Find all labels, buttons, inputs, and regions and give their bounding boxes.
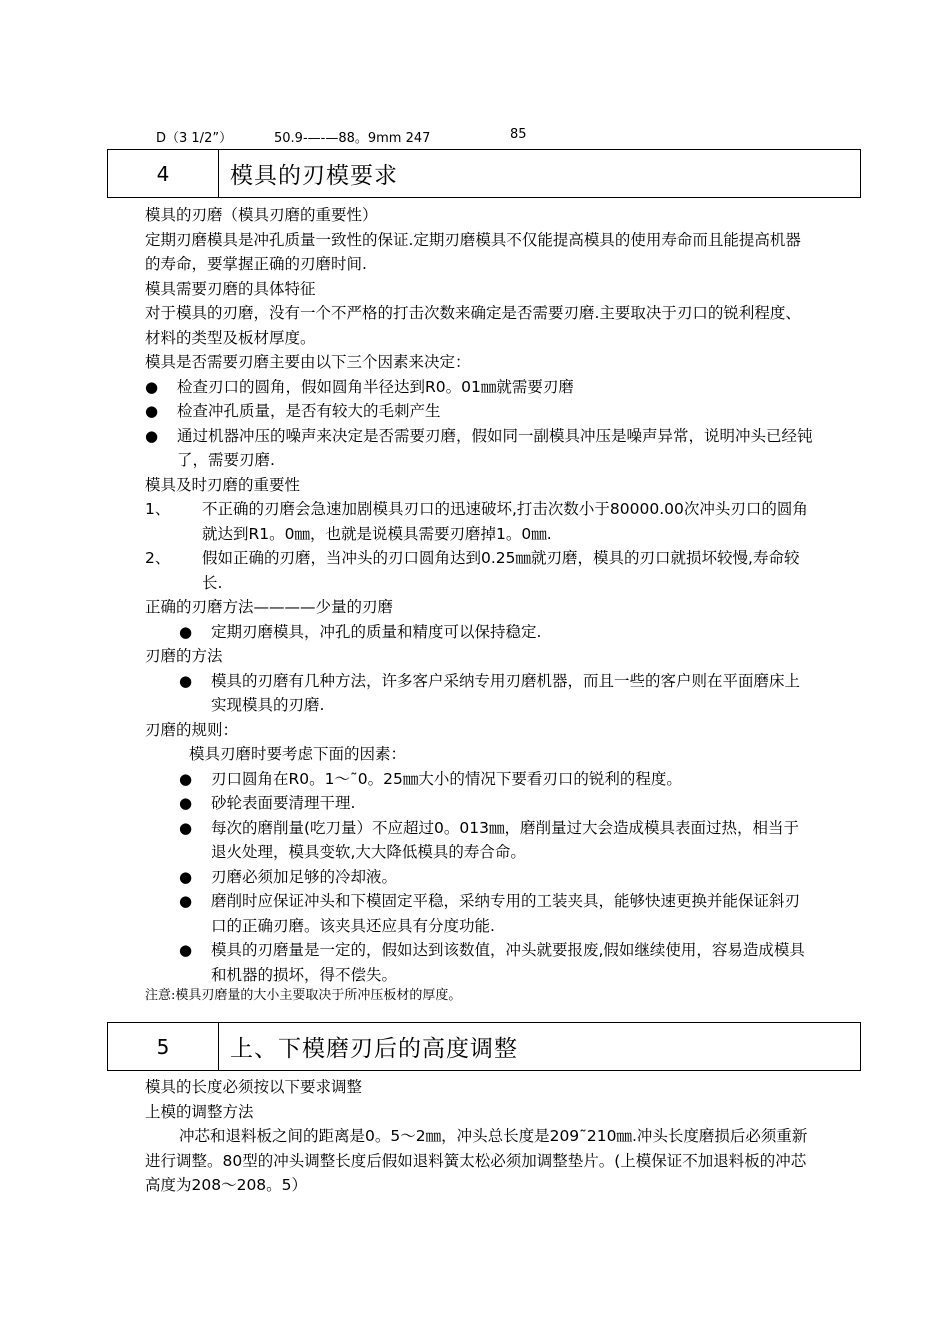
bullet-item: ● 检查刃口的圆角，假如圆角半径达到R0。01㎜就需要刃磨 — [145, 375, 813, 400]
paragraph: 冲芯和退料板之间的距离是0。5～2㎜，冲头总长度是209˜210㎜.冲头长度磨损后必须重新进行调整。80型的冲头调整长度后假如退料簧太松必须加调整垫片。(上模保证不加退料板的冲芯高度为208～208。5） — [145, 1127, 808, 1194]
paragraph: 定期刃磨模具是冲孔质量一致性的保证.定期刃磨模具不仅能提高模具的使用寿命而且能提高机器的寿命，要掌握正确的刃磨时间. — [145, 230, 801, 273]
paragraph: 模具的刃磨（模具刃磨的重要性） — [145, 206, 378, 224]
bullet-item: ● 刃口圆角在R0。1～˜0。25㎜大小的情况下要看刃口的锐利的程度。 — [145, 767, 813, 792]
bullet-item: ● 模具的刃磨量是一定的，假如达到该数值，冲头就要报废,假如继续使用，容易造成模具和机器的损坏，得不偿失。 — [145, 938, 813, 987]
item-number: 2、 — [145, 549, 171, 567]
spec-value: 85 — [510, 127, 527, 142]
subheading: 刃磨的规则： — [145, 720, 239, 739]
numbered-item — [145, 497, 813, 546]
subheading: 模具及时刃磨的重要性 — [145, 475, 301, 494]
bullet-item: ● 模具的刃磨有几种方法，许多客户采纳专用刃磨机器，而且一些的客户则在平面磨床上实现模具的刃磨. — [145, 669, 813, 718]
section-title: 上、下模磨刃后的高度调整 — [230, 1036, 518, 1062]
spec-size: D（3 1/2”） — [156, 131, 233, 146]
item-number: 1、 — [145, 500, 171, 518]
section-title: 模具的刃模要求 — [230, 163, 398, 189]
section-number: 5 — [108, 1023, 219, 1070]
spec-range: 50.9-—-—88。9mm 247 — [274, 131, 431, 146]
section-5-body — [145, 1075, 813, 1198]
subheading: 刃磨的方法 — [145, 647, 223, 665]
paragraph: 模具的长度必须按以下要求调整 — [145, 1078, 363, 1096]
item-text: 不正确的刃磨会急速加剧模具刃口的迅速破坏,打击次数小于80000.00次冲头刃口的圆角就达到R1。0㎜，也就是说模具需要刃磨掉1。0㎜. — [202, 500, 808, 543]
section-4-body — [145, 203, 813, 1005]
bullet-item: ● 检查冲孔质量，是否有较大的毛刺产生 — [145, 399, 813, 424]
section-5-header — [107, 1022, 861, 1071]
paragraph: 对于模具的刃磨，没有一个不严格的打击次数来确定是否需要刃磨.主要取决于刃口的锐利程度、材料的类型及板材厚度。 — [145, 304, 801, 347]
paragraph: 模具是否需要刃磨主要由以下三个因素来决定： — [145, 353, 471, 371]
section-4-header — [107, 149, 861, 198]
paragraph: 上模的调整方法 — [145, 1102, 254, 1121]
note: 注意:模具刃磨量的大小主要取决于所冲压板材的厚度。 — [145, 988, 462, 1003]
numbered-item — [145, 546, 813, 595]
bullet-item: ● 刃磨必须加足够的冷却液。 — [145, 865, 813, 890]
paragraph: 模具需要刃磨的具体特征 — [145, 279, 316, 298]
bullet-item: ● 砂轮表面要清理干理. — [145, 791, 813, 816]
bullet-item: ● 定期刃磨模具，冲孔的质量和精度可以保持稳定. — [145, 620, 813, 645]
rules-intro: 模具刃磨时要考虑下面的因素： — [189, 745, 407, 763]
bullet-item: ● 通过机器冲压的噪声来决定是否需要刃磨，假如同一副模具冲压是噪声异常，说明冲头已经钝了，需要刃磨. — [145, 424, 813, 473]
section-number: 4 — [108, 150, 219, 197]
subheading: 正确的刃磨方法————少量的刃磨 — [145, 598, 394, 616]
bullet-item: ● 磨削时应保证冲头和下模固定平稳，采纳专用的工装夹具，能够快速更换并能保证斜刃口的正确刃磨。该夹具还应具有分度功能. — [145, 889, 813, 938]
item-text: 假如正确的刃磨，当冲头的刃口圆角达到0.25㎜就刃磨，模具的刃口就损坏较慢,寿命较长. — [202, 549, 800, 592]
bullet-item: ● 每次的磨削量(吃刀量）不应超过0。013㎜，磨削量过大会造成模具表面过热，相当于退火处理，模具变软,大大降低模具的寿合命。 — [145, 816, 813, 865]
